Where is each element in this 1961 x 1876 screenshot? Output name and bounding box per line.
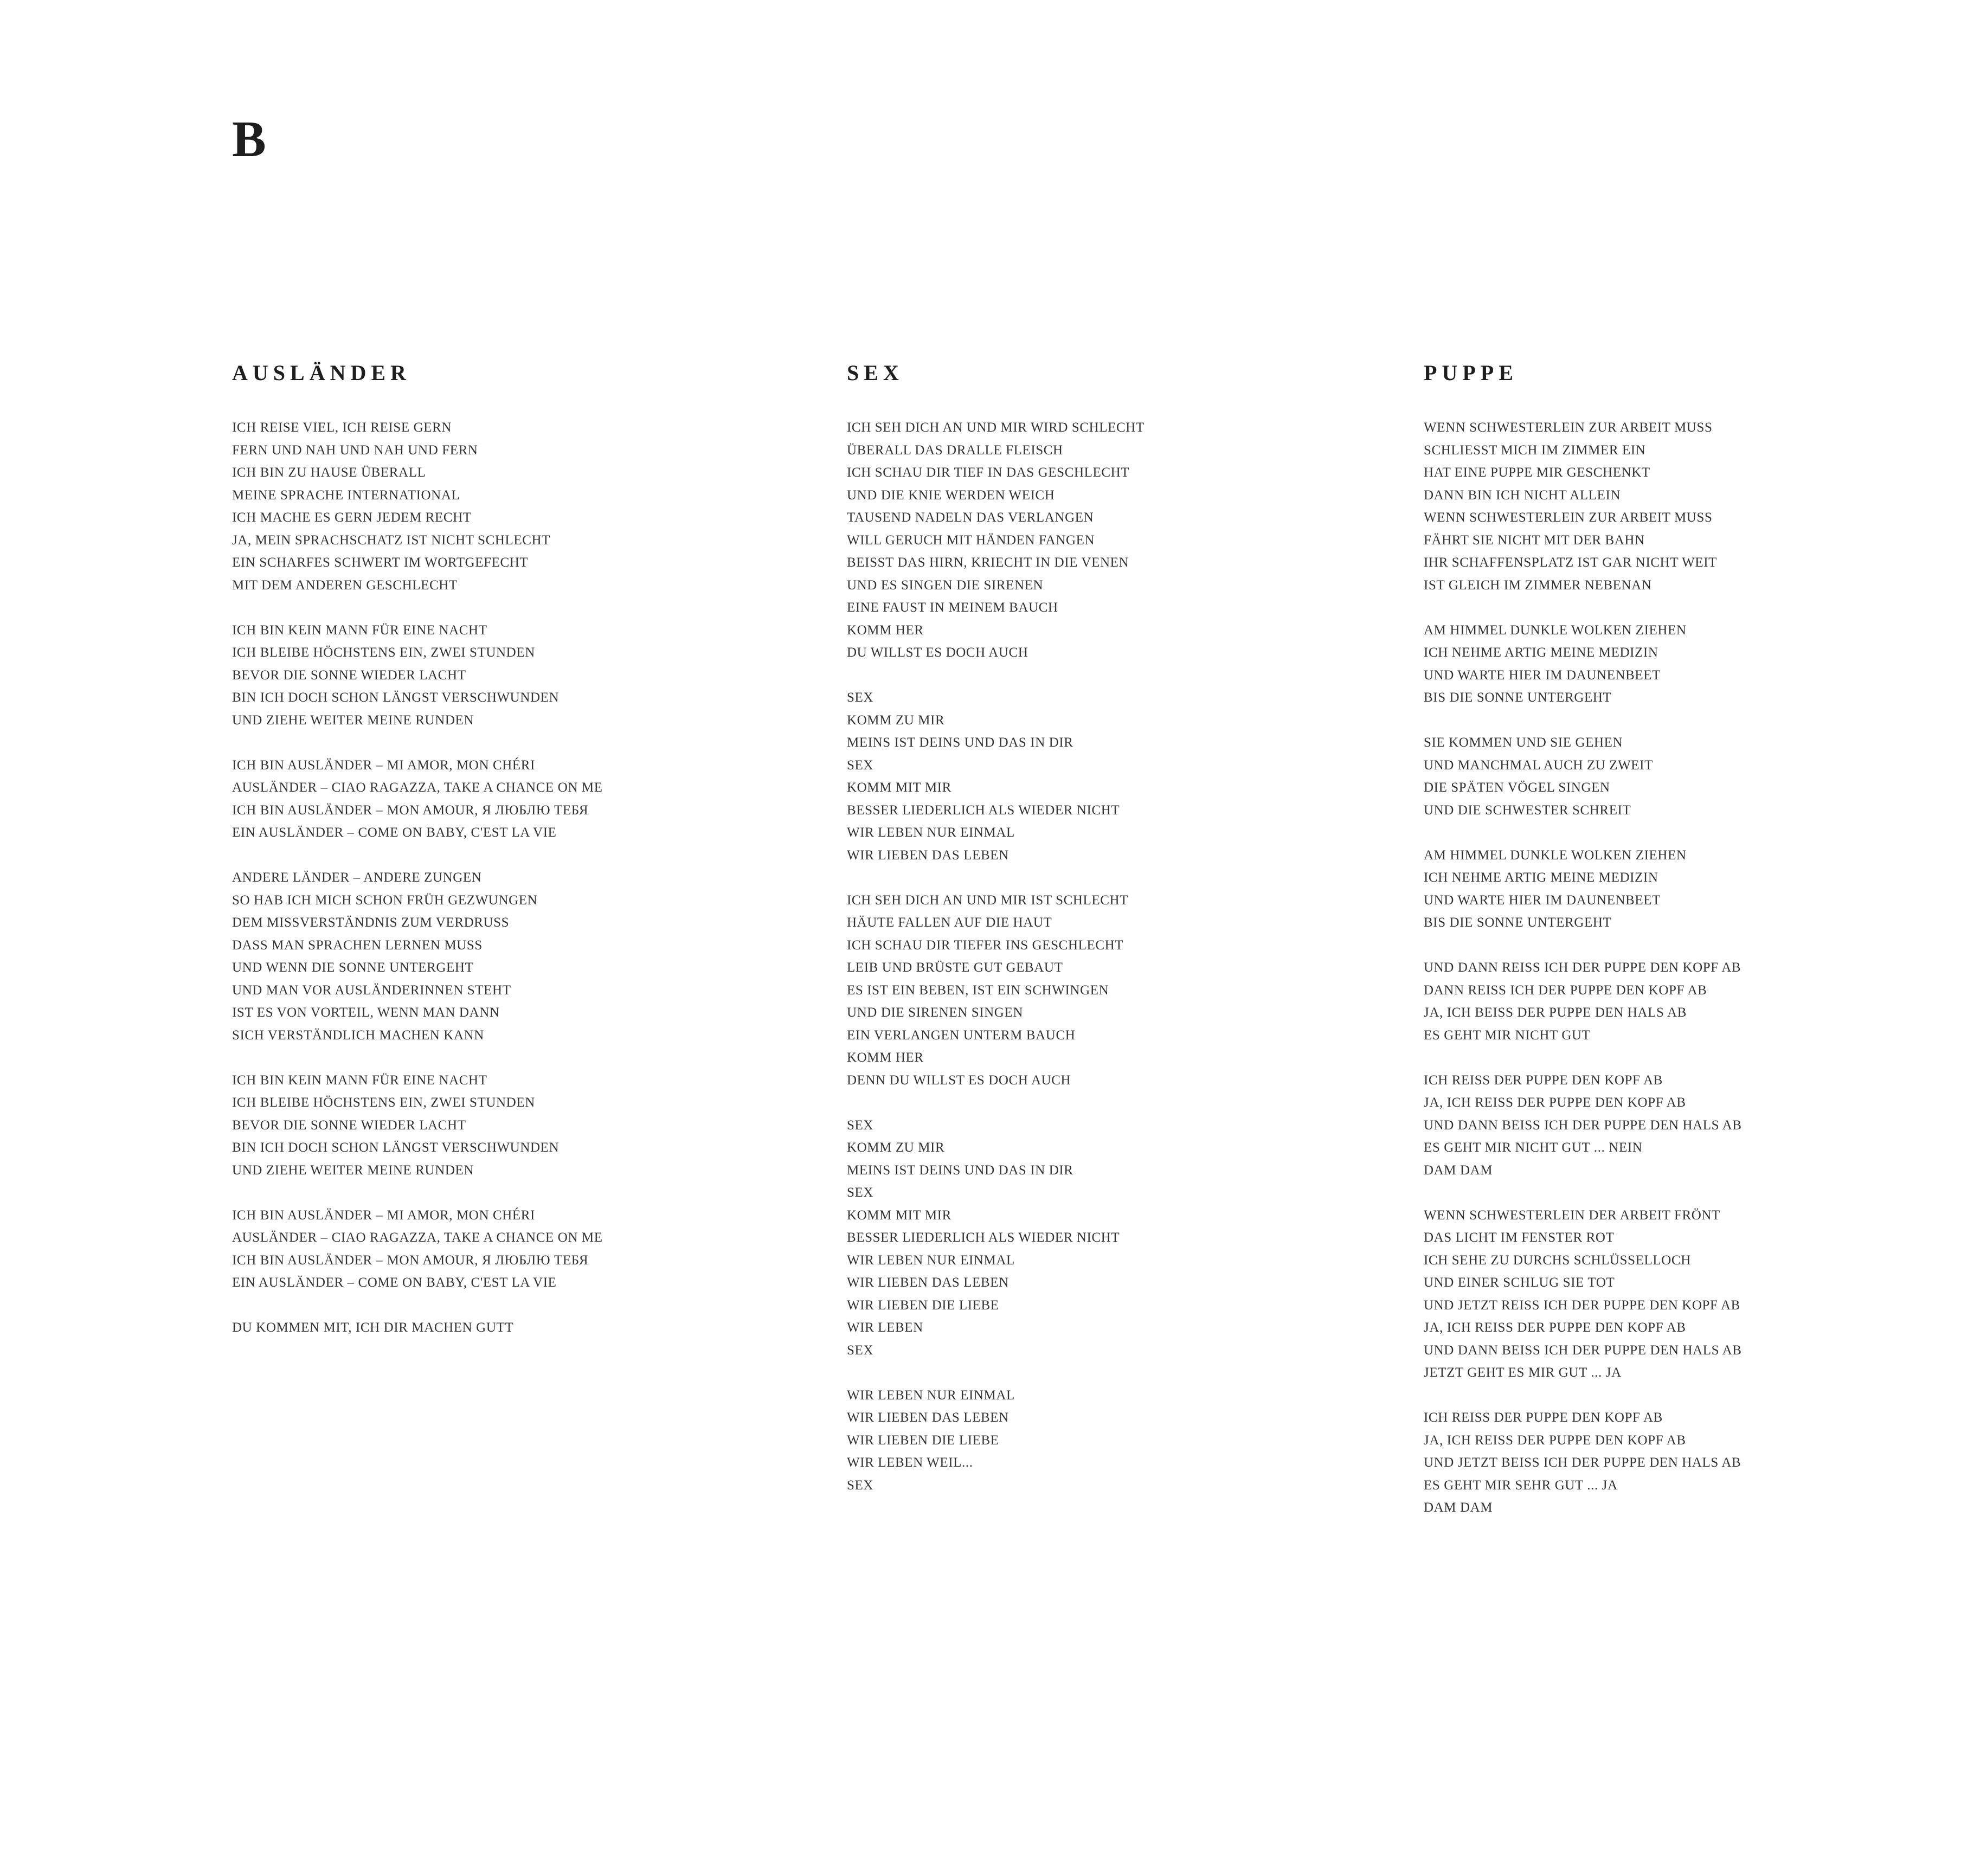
lyric-line: KOMM HER: [847, 1050, 924, 1065]
lyric-line: ICH MACHE ES GERN JEDEM RECHT: [232, 510, 472, 525]
lyric-line: WENN SCHWESTERLEIN DER ARBEIT FRÖNT: [1424, 1207, 1720, 1223]
lyric-line: ICH BIN AUSLÄNDER – MON AMOUR, Я ЛЮБЛЮ ТЕБЯ: [232, 802, 589, 818]
lyric-line: UND WARTE HIER IM DAUNENBEET: [1424, 892, 1661, 908]
stanza: [847, 1114, 1389, 1362]
lyric-line: WIR LEBEN WEIL...: [847, 1455, 973, 1470]
lyric-line: KOMM HER: [847, 622, 924, 638]
stanza: [847, 1384, 1389, 1497]
lyric-line: ES IST EIN BEBEN, IST EIN SCHWINGEN: [847, 982, 1109, 998]
lyric-line: UND DIE SIRENEN SINGEN: [847, 1005, 1023, 1020]
lyric-line: ICH SEHE ZU DURCHS SCHLÜSSELLOCH: [1424, 1252, 1691, 1268]
lyric-line: ICH BIN KEIN MANN FÜR EINE NACHT: [232, 622, 487, 638]
lyric-line: BEVOR DIE SONNE WIEDER LACHT: [232, 667, 466, 683]
lyric-line: UND JETZT BEISS ICH DER PUPPE DEN HALS AB: [1424, 1455, 1741, 1470]
song-title: SEX: [847, 361, 904, 385]
lyric-line: SICH VERSTÄNDLICH MACHEN KANN: [232, 1027, 484, 1043]
lyric-line: ICH SEH DICH AN UND MIR WIRD SCHLECHT: [847, 420, 1145, 435]
lyric-line: FERN UND NAH UND NAH UND FERN: [232, 442, 478, 458]
lyric-line: DASS MAN SPRACHEN LERNEN MUSS: [232, 937, 483, 953]
lyric-line: MIT DEM ANDEREN GESCHLECHT: [232, 577, 458, 593]
lyric-line: BEISST DAS HIRN, KRIECHT IN DIE VENEN: [847, 555, 1129, 570]
lyric-line: BIS DIE SONNE UNTERGEHT: [1424, 915, 1612, 930]
lyric-line: ICH BIN KEIN MANN FÜR EINE NACHT: [232, 1072, 487, 1088]
lyric-line: JA, ICH REISS DER PUPPE DEN KOPF AB: [1424, 1432, 1686, 1448]
lyric-line: UND ZIEHE WEITER MEINE RUNDEN: [232, 712, 474, 728]
stanza: [232, 866, 774, 1046]
lyric-line: KOMM MIT MIR: [847, 1207, 951, 1223]
lyric-line: WIR LIEBEN DIE LIEBE: [847, 1432, 999, 1448]
lyric-line: UND DIE SCHWESTER SCHREIT: [1424, 802, 1631, 818]
lyric-line: WIR LIEBEN DAS LEBEN: [847, 1410, 1009, 1425]
stanza: [847, 416, 1389, 664]
lyric-line: EIN VERLANGEN UNTERM BAUCH: [847, 1027, 1076, 1043]
lyric-line: ICH BIN AUSLÄNDER – MI AMOR, MON CHÉRI: [232, 757, 535, 773]
lyric-line: HÄUTE FALLEN AUF DIE HAUT: [847, 915, 1052, 930]
lyric-line: DEM MISSVERSTÄNDNIS ZUM VERDRUSS: [232, 915, 510, 930]
lyric-line: AUSLÄNDER – CIAO RAGAZZA, TAKE A CHANCE ON ME: [232, 1230, 603, 1245]
stanza: [232, 416, 774, 596]
lyric-line: SEX: [847, 757, 874, 773]
lyric-line: EIN AUSLÄNDER – COME ON BABY, C'EST LA VIE: [232, 825, 557, 840]
lyric-line: DU KOMMEN MIT, ICH DIR MACHEN GUTT: [232, 1320, 514, 1335]
lyric-line: UND MANCHMAL AUCH ZU ZWEIT: [1424, 757, 1653, 773]
lyric-line: SO HAB ICH MICH SCHON FRÜH GEZWUNGEN: [232, 892, 538, 908]
lyrics: [232, 416, 774, 1339]
lyric-line: DAS LICHT IM FENSTER ROT: [1424, 1230, 1615, 1245]
lyric-line: MEINS IST DEINS UND DAS IN DIR: [847, 735, 1073, 750]
lyric-line: AM HIMMEL DUNKLE WOLKEN ZIEHEN: [1424, 847, 1687, 863]
stanza: [847, 889, 1389, 1092]
lyric-line: ES GEHT MIR NICHT GUT: [1424, 1027, 1591, 1043]
lyric-line: UND EINER SCHLUG SIE TOT: [1424, 1275, 1615, 1290]
lyric-line: KOMM ZU MIR: [847, 712, 945, 728]
lyric-line: WIR LEBEN NUR EINMAL: [847, 1252, 1015, 1268]
lyric-line: UND MAN VOR AUSLÄNDERINNEN STEHT: [232, 982, 511, 998]
lyric-line: SEX: [847, 690, 874, 705]
stanza: [232, 754, 774, 844]
stanza: [1424, 731, 1961, 821]
lyric-line: EINE FAUST IN MEINEM BAUCH: [847, 600, 1058, 615]
lyric-line: ÜBERALL DAS DRALLE FLEISCH: [847, 442, 1063, 458]
stanza: [232, 1204, 774, 1294]
lyric-line: SIE KOMMEN UND SIE GEHEN: [1424, 735, 1623, 750]
side-letter: B: [232, 111, 266, 168]
lyric-line: UND WENN DIE SONNE UNTERGEHT: [232, 960, 474, 975]
stanza: [1424, 416, 1961, 596]
lyric-line: WIR LIEBEN DAS LEBEN: [847, 847, 1009, 863]
lyric-line: ES GEHT MIR SEHR GUT ... JA: [1424, 1477, 1618, 1493]
stanza: [232, 1316, 774, 1339]
lyric-line: KOMM MIT MIR: [847, 780, 951, 795]
stanza: [1424, 1406, 1961, 1519]
lyric-line: ICH NEHME ARTIG MEINE MEDIZIN: [1424, 645, 1658, 660]
lyric-line: WIR LIEBEN DAS LEBEN: [847, 1275, 1009, 1290]
lyric-line: LEIB UND BRÜSTE GUT GEBAUT: [847, 960, 1063, 975]
lyric-line: DAM DAM: [1424, 1162, 1493, 1178]
lyric-line: AM HIMMEL DUNKLE WOLKEN ZIEHEN: [1424, 622, 1687, 638]
lyric-line: UND ES SINGEN DIE SIRENEN: [847, 577, 1044, 593]
lyric-line: UND DANN BEISS ICH DER PUPPE DEN HALS AB: [1424, 1342, 1742, 1358]
lyric-line: ICH REISS DER PUPPE DEN KOPF AB: [1424, 1410, 1663, 1425]
lyric-line: ICH NEHME ARTIG MEINE MEDIZIN: [1424, 870, 1658, 885]
lyric-line: WENN SCHWESTERLEIN ZUR ARBEIT MUSS: [1424, 420, 1713, 435]
song-auslaender: [232, 360, 774, 1361]
lyric-line: WIR LEBEN NUR EINMAL: [847, 825, 1015, 840]
lyric-line: UND ZIEHE WEITER MEINE RUNDEN: [232, 1162, 474, 1178]
lyric-line: ICH REISS DER PUPPE DEN KOPF AB: [1424, 1072, 1663, 1088]
lyric-line: BIN ICH DOCH SCHON LÄNGST VERSCHWUNDEN: [232, 690, 560, 705]
song-title: AUSLÄNDER: [232, 361, 411, 385]
lyric-line: ICH BIN AUSLÄNDER – MON AMOUR, Я ЛЮБЛЮ ТЕБЯ: [232, 1252, 589, 1268]
lyric-line: DENN DU WILLST ES DOCH AUCH: [847, 1072, 1071, 1088]
lyric-line: ICH SEH DICH AN UND MIR IST SCHLECHT: [847, 892, 1129, 908]
lyric-line: KOMM ZU MIR: [847, 1140, 945, 1155]
lyric-line: DIE SPÄTEN VÖGEL SINGEN: [1424, 780, 1610, 795]
lyric-line: JA, ICH BEISS DER PUPPE DEN HALS AB: [1424, 1005, 1687, 1020]
lyric-line: MEINE SPRACHE INTERNATIONAL: [232, 487, 460, 503]
lyric-line: EIN SCHARFES SCHWERT IM WORTGEFECHT: [232, 555, 529, 570]
lyric-line: ICH SCHAU DIR TIEFER INS GESCHLECHT: [847, 937, 1124, 953]
song-puppe: [1424, 360, 1961, 1541]
lyric-line: ICH SCHAU DIR TIEF IN DAS GESCHLECHT: [847, 465, 1130, 480]
lyric-line: ICH REISE VIEL, ICH REISE GERN: [232, 420, 452, 435]
lyric-line: DU WILLST ES DOCH AUCH: [847, 645, 1028, 660]
lyrics: [1424, 416, 1961, 1519]
lyric-line: UND DANN BEISS ICH DER PUPPE DEN HALS AB: [1424, 1117, 1742, 1133]
stanza: [847, 686, 1389, 866]
lyric-line: WIR LEBEN: [847, 1320, 923, 1335]
lyric-line: UND JETZT REISS ICH DER PUPPE DEN KOPF AB: [1424, 1297, 1740, 1313]
lyric-line: SEX: [847, 1185, 874, 1200]
lyric-line: ICH BLEIBE HÖCHSTENS EIN, ZWEI STUNDEN: [232, 1095, 535, 1110]
stanza: [1424, 619, 1961, 709]
stanza: [232, 619, 774, 732]
lyric-line: SEX: [847, 1477, 874, 1493]
lyric-line: EIN AUSLÄNDER – COME ON BABY, C'EST LA VIE: [232, 1275, 557, 1290]
lyric-line: WIR LIEBEN DIE LIEBE: [847, 1297, 999, 1313]
song-title: PUPPE: [1424, 361, 1518, 385]
lyric-line: JETZT GEHT ES MIR GUT ... JA: [1424, 1365, 1622, 1380]
lyric-line: DAM DAM: [1424, 1500, 1493, 1515]
lyric-line: ICH BIN AUSLÄNDER – MI AMOR, MON CHÉRI: [232, 1207, 535, 1223]
lyric-line: ANDERE LÄNDER – ANDERE ZUNGEN: [232, 870, 482, 885]
stanza: [1424, 956, 1961, 1046]
lyric-line: MEINS IST DEINS UND DAS IN DIR: [847, 1162, 1073, 1178]
lyric-line: WIR LEBEN NUR EINMAL: [847, 1387, 1015, 1403]
lyric-line: JA, MEIN SPRACHSCHATZ IST NICHT SCHLECHT: [232, 532, 551, 548]
lyric-line: IHR SCHAFFENSPLATZ IST GAR NICHT WEIT: [1424, 555, 1717, 570]
lyric-line: ICH BLEIBE HÖCHSTENS EIN, ZWEI STUNDEN: [232, 645, 535, 660]
lyric-line: UND DIE KNIE WERDEN WEICH: [847, 487, 1055, 503]
lyric-line: BEVOR DIE SONNE WIEDER LACHT: [232, 1117, 466, 1133]
lyric-line: UND DANN REISS ICH DER PUPPE DEN KOPF AB: [1424, 960, 1741, 975]
lyric-line: HAT EINE PUPPE MIR GESCHENKT: [1424, 465, 1650, 480]
stanza: [1424, 1204, 1961, 1384]
lyric-line: IST GLEICH IM ZIMMER NEBENAN: [1424, 577, 1652, 593]
lyric-line: AUSLÄNDER – CIAO RAGAZZA, TAKE A CHANCE ON ME: [232, 780, 603, 795]
lyric-line: ES GEHT MIR NICHT GUT ... NEIN: [1424, 1140, 1643, 1155]
lyric-line: JA, ICH REISS DER PUPPE DEN KOPF AB: [1424, 1320, 1686, 1335]
lyric-line: UND WARTE HIER IM DAUNENBEET: [1424, 667, 1661, 683]
lyric-line: SEX: [847, 1342, 874, 1358]
lyric-line: TAUSEND NADELN DAS VERLANGEN: [847, 510, 1094, 525]
lyric-line: JA, ICH REISS DER PUPPE DEN KOPF AB: [1424, 1095, 1686, 1110]
lyric-line: WILL GERUCH MIT HÄNDEN FANGEN: [847, 532, 1095, 548]
lyric-line: BIS DIE SONNE UNTERGEHT: [1424, 690, 1612, 705]
lyric-line: WENN SCHWESTERLEIN ZUR ARBEIT MUSS: [1424, 510, 1713, 525]
lyric-line: BESSER LIEDERLICH ALS WIEDER NICHT: [847, 1230, 1120, 1245]
stanza: [1424, 1069, 1961, 1182]
lyric-line: SEX: [847, 1117, 874, 1133]
lyric-line: ICH BIN ZU HAUSE ÜBERALL: [232, 465, 426, 480]
lyric-line: SCHLIESST MICH IM ZIMMER EIN: [1424, 442, 1646, 458]
lyric-line: DANN BIN ICH NICHT ALLEIN: [1424, 487, 1621, 503]
lyric-line: FÄHRT SIE NICHT MIT DER BAHN: [1424, 532, 1645, 548]
lyric-line: BESSER LIEDERLICH ALS WIEDER NICHT: [847, 802, 1120, 818]
lyric-line: BIN ICH DOCH SCHON LÄNGST VERSCHWUNDEN: [232, 1140, 560, 1155]
lyric-line: DANN REISS ICH DER PUPPE DEN KOPF AB: [1424, 982, 1707, 998]
stanza: [232, 1069, 774, 1182]
lyric-line: IST ES VON VORTEIL, WENN MAN DANN: [232, 1005, 500, 1020]
stanza: [1424, 844, 1961, 934]
song-sex: [847, 360, 1389, 1519]
lyrics: [847, 416, 1389, 1496]
